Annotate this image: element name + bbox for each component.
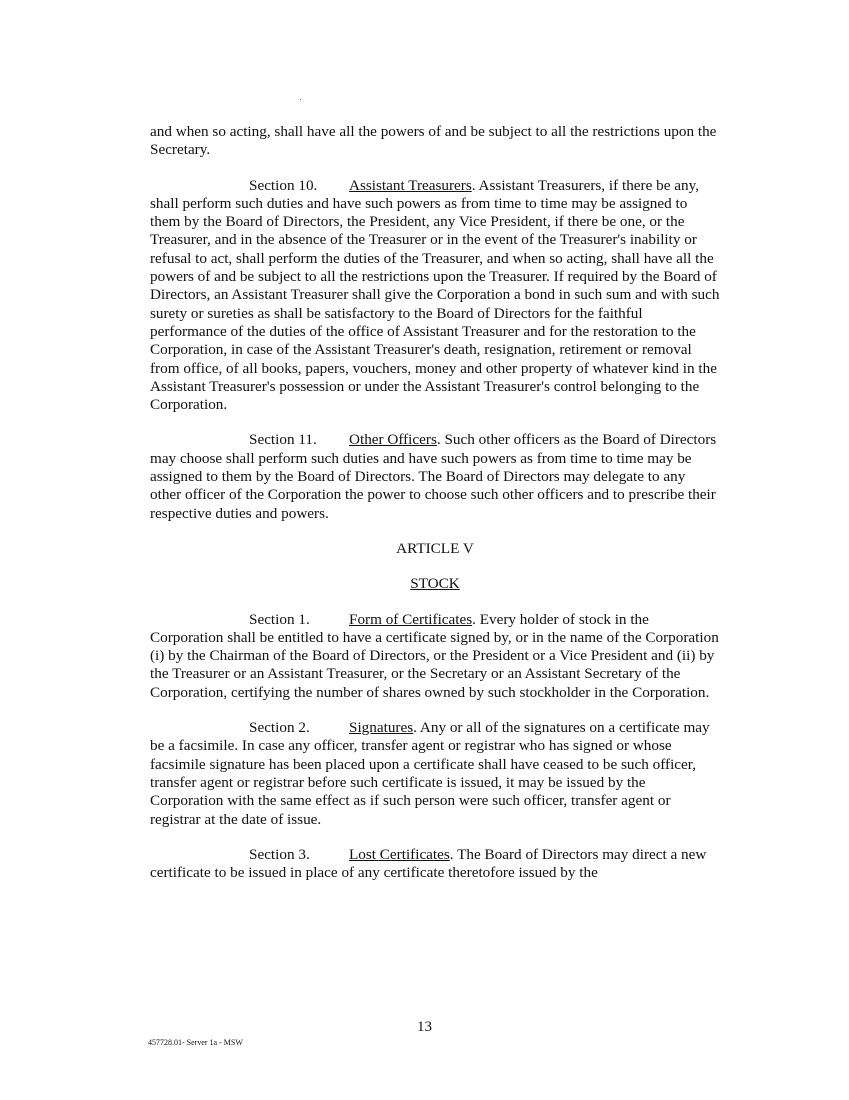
section-10-paragraph — [150, 177, 720, 415]
section-10-title: Assistant Treasurers — [349, 176, 472, 194]
section-1-paragraph — [150, 611, 720, 702]
page-number: 13 — [417, 1019, 432, 1035]
section-1-label: Section 1. — [249, 610, 310, 628]
section-2-paragraph — [150, 719, 720, 829]
opening-paragraph: and when so acting, shall have all the powers of and be subject to all the restrictions upon the Secretary. — [150, 123, 717, 159]
section-10-label: Section 10. — [249, 176, 318, 194]
section-1-text: . Every holder of stock in the Corporation shall be entitled to have a certificate signed by, or in the name of the Corporation (i) by the Chairman of the Board of Directors, or the President or a Vice President and (ii) by the Treasurer or an Assistant Treasurer, or the Secretary or an Assistant Secretary of the Corporation, certifying the number of shares owned by such stockholder in the Corporation. — [150, 610, 719, 701]
document-id: 457728.01- Server 1a - MSW — [148, 1038, 243, 1047]
document-body — [150, 123, 720, 899]
section-11-title: Other Officers — [349, 431, 437, 449]
section-3-paragraph — [150, 846, 720, 883]
section-2-text: . Any or all of the signatures on a certificate may be a facsimile. In case any officer, transfer agent or registrar who has signed or whose facsimile signature has been placed upon a certificate shall have ceased to be such officer, transfer agent or registrar before such certificate is issued, it may be issued by the Corporation with the same effect as if such person were such officer, transfer agent or registrar at the date of issue. — [150, 719, 710, 828]
section-3-title: Lost Certificates — [349, 845, 450, 863]
article-heading: ARTICLE V — [396, 539, 474, 557]
section-2-label: Section 2. — [249, 719, 310, 737]
section-10-text: . Assistant Treasurers, if there be any, shall perform such duties and have such powers as from time to time may be assigned to them by the Board of Directors, the President, any Vice President, if there be one, or the Treasurer, and in the absence of the Treasurer or in the event of the Treasurer's inability or refusal to act, shall perform the duties of the Treasurer, and when so acting, shall have all the powers of and be subject to all the restrictions upon the Treasurer. If required by the Board of Directors, an Assistant Treasurer shall give the Corporation a bond in such sum and with such surety or sureties as shall be satisfactory to the Board of Directors for the faithful performance of the duties of the office of Assistant Treasurer and for the restoration to the Corporation, in case of the Assistant Treasurer's death, resignation, retirement or removal from office, of all books, papers, vouchers, money and other property of whatever kind in the Assistant Treasurer's possession or under the Assistant Treasurer's control belonging to the Corporation. — [150, 176, 720, 414]
section-3-text: . The Board of Directors may direct a new certificate to be issued in place of any certificate theretofore issued by the — [150, 845, 707, 882]
article-title: STOCK — [410, 575, 460, 593]
section-3-label: Section 3. — [249, 845, 310, 863]
section-11-text: . Such other officers as the Board of Directors may choose shall perform such duties and have such powers as from time to time may be assigned to them by the Board of Directors. The Board of Directors may delegate to any other officer of the Corporation the power to choose such other officers and to prescribe their respective duties and powers. — [150, 431, 717, 522]
page-mark — [300, 99, 301, 100]
section-2-title: Signatures — [349, 719, 414, 737]
section-11-label: Section 11. — [249, 431, 317, 449]
section-11-paragraph — [150, 431, 720, 522]
section-1-title: Form of Certificates — [349, 610, 473, 628]
